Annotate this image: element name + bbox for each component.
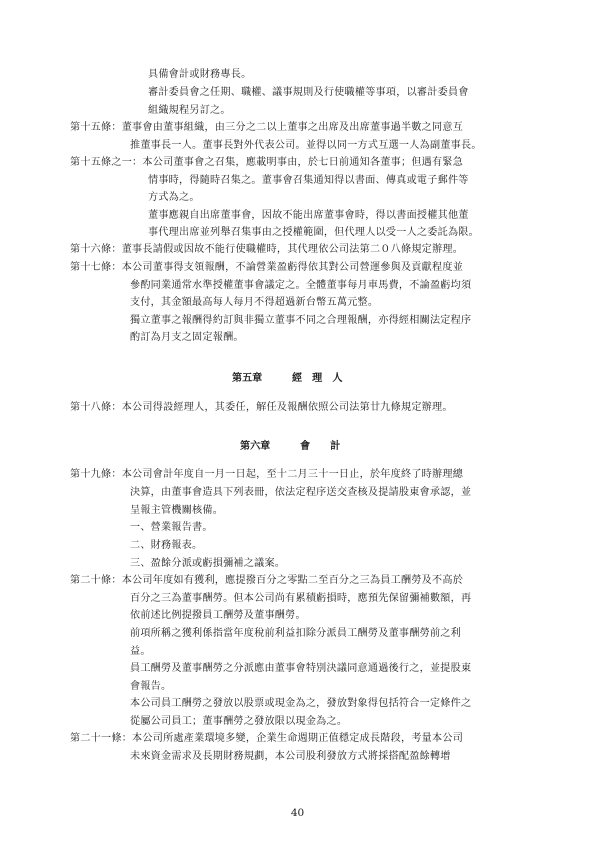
text-line: 支付，其金額最高每人每月不得超過新台幣五萬元整。 — [130, 297, 379, 308]
text-line: 從屬公司員工；董事酬勞之發放限以現金為之。 — [130, 716, 348, 727]
chapter-5-title: 經 理 人 — [292, 373, 343, 384]
article-21: 第二十一條：本公司所處產業環境多變，企業生命週期正值穩定成長階段，考量本公司 — [70, 733, 464, 744]
text-line: 本公司員工酬勞之發放以股票或現金為之，發放對象得包括符合一定條件之 — [130, 698, 472, 709]
list-item: 三、盈餘分派或虧損彌補之議案。 — [130, 558, 286, 569]
chapter-6-title: 會 計 — [300, 441, 341, 452]
text-line: 決算，由董事會造具下列表冊，依法定程序送交查核及提請股東會承認，並 — [130, 487, 472, 498]
text-line: 益。 — [130, 646, 151, 657]
text-line: 事代理出席並列舉召集事由之授權範圍，但代理人以受一人之委託為限。 — [148, 227, 479, 238]
text-line: 酌訂為月支之固定報酬。 — [130, 332, 244, 343]
text-line: 參酌同業通常水準授權董事會議定之。全體董事每月車馬費，不論盈虧均須 — [130, 280, 472, 291]
text-line: 方式為之。 — [148, 192, 200, 203]
text-line: 百分之三為董事酬勞。但本公司尚有累積虧損時，應預先保留彌補數額，再 — [130, 593, 472, 604]
chapter-5-number: 第五章 — [232, 373, 263, 384]
text-line: 情事時，得隨時召集之。董事會召集通知得以書面、傳真或電子郵件等 — [148, 175, 469, 186]
text-line: 組織規程另訂之。 — [148, 105, 231, 116]
text-line: 獨立董事之報酬得約訂與非獨立董事不同之合理報酬，亦得經相關法定程序 — [130, 315, 472, 326]
text-line: 董事應親自出席董事會，因故不能出席董事會時，得以書面授權其他董 — [148, 210, 469, 221]
list-item: 一、營業報告書。 — [130, 522, 213, 533]
article-20: 第二十條：本公司年度如有獲利，應提撥百分之零點二至百分之三為員工酬勞及不高於 — [70, 575, 464, 586]
text-line: 具備會計或財務專長。 — [148, 69, 252, 80]
article-16: 第十六條：董事長請假或因故不能行使職權時，其代理依公司法第二０八條規定辦理。 — [70, 244, 464, 255]
text-line: 審計委員會之任期、職權、議事規則及行使職權等事項，以審計委員會 — [148, 87, 469, 98]
article-15-1: 第十五條之一：本公司董事會之召集，應載明事由，於七日前通知各董事；但遇有緊急 — [70, 157, 464, 168]
text-line: 會報告。 — [130, 681, 172, 692]
text-line: 呈報主管機關核備。 — [130, 505, 224, 516]
article-19: 第十九條：本公司會計年度自一月一日起，至十二月三十一日止，於年度終了時辦理總 — [70, 469, 464, 480]
article-17: 第十七條：本公司董事得支領報酬，不論營業盈虧得依其對公司營運參與及貢獻程度並 — [70, 262, 464, 273]
article-15: 第十五條：董事會由董事組織，由三分之二以上董事之出席及出席董事過半數之同意互 — [70, 122, 464, 133]
page-number: 40 — [290, 807, 305, 819]
text-line: 前項所稱之獲利係指當年度稅前利益扣除分派員工酬勞及董事酬勞前之利 — [130, 628, 461, 639]
chapter-6-number: 第六章 — [240, 441, 271, 452]
text-line: 依前述比例提撥員工酬勞及董事酬勞。 — [130, 610, 306, 621]
text-line: 未來資金需求及長期財務規劃，本公司股利發放方式將採搭配盈餘轉增 — [130, 751, 451, 762]
text-line: 推董事長一人。董事長對外代表公司。並得以同一方式互選一人為副董事長。 — [130, 140, 482, 151]
list-item: 二、財務報表。 — [130, 540, 203, 551]
text-line: 員工酬勞及董事酬勞之分派應由董事會特別決議同意通過後行之，並提股東 — [130, 663, 472, 674]
article-18: 第十八條：本公司得設經理人，其委任，解任及報酬依照公司法第廿九條規定辦理。 — [70, 402, 453, 413]
